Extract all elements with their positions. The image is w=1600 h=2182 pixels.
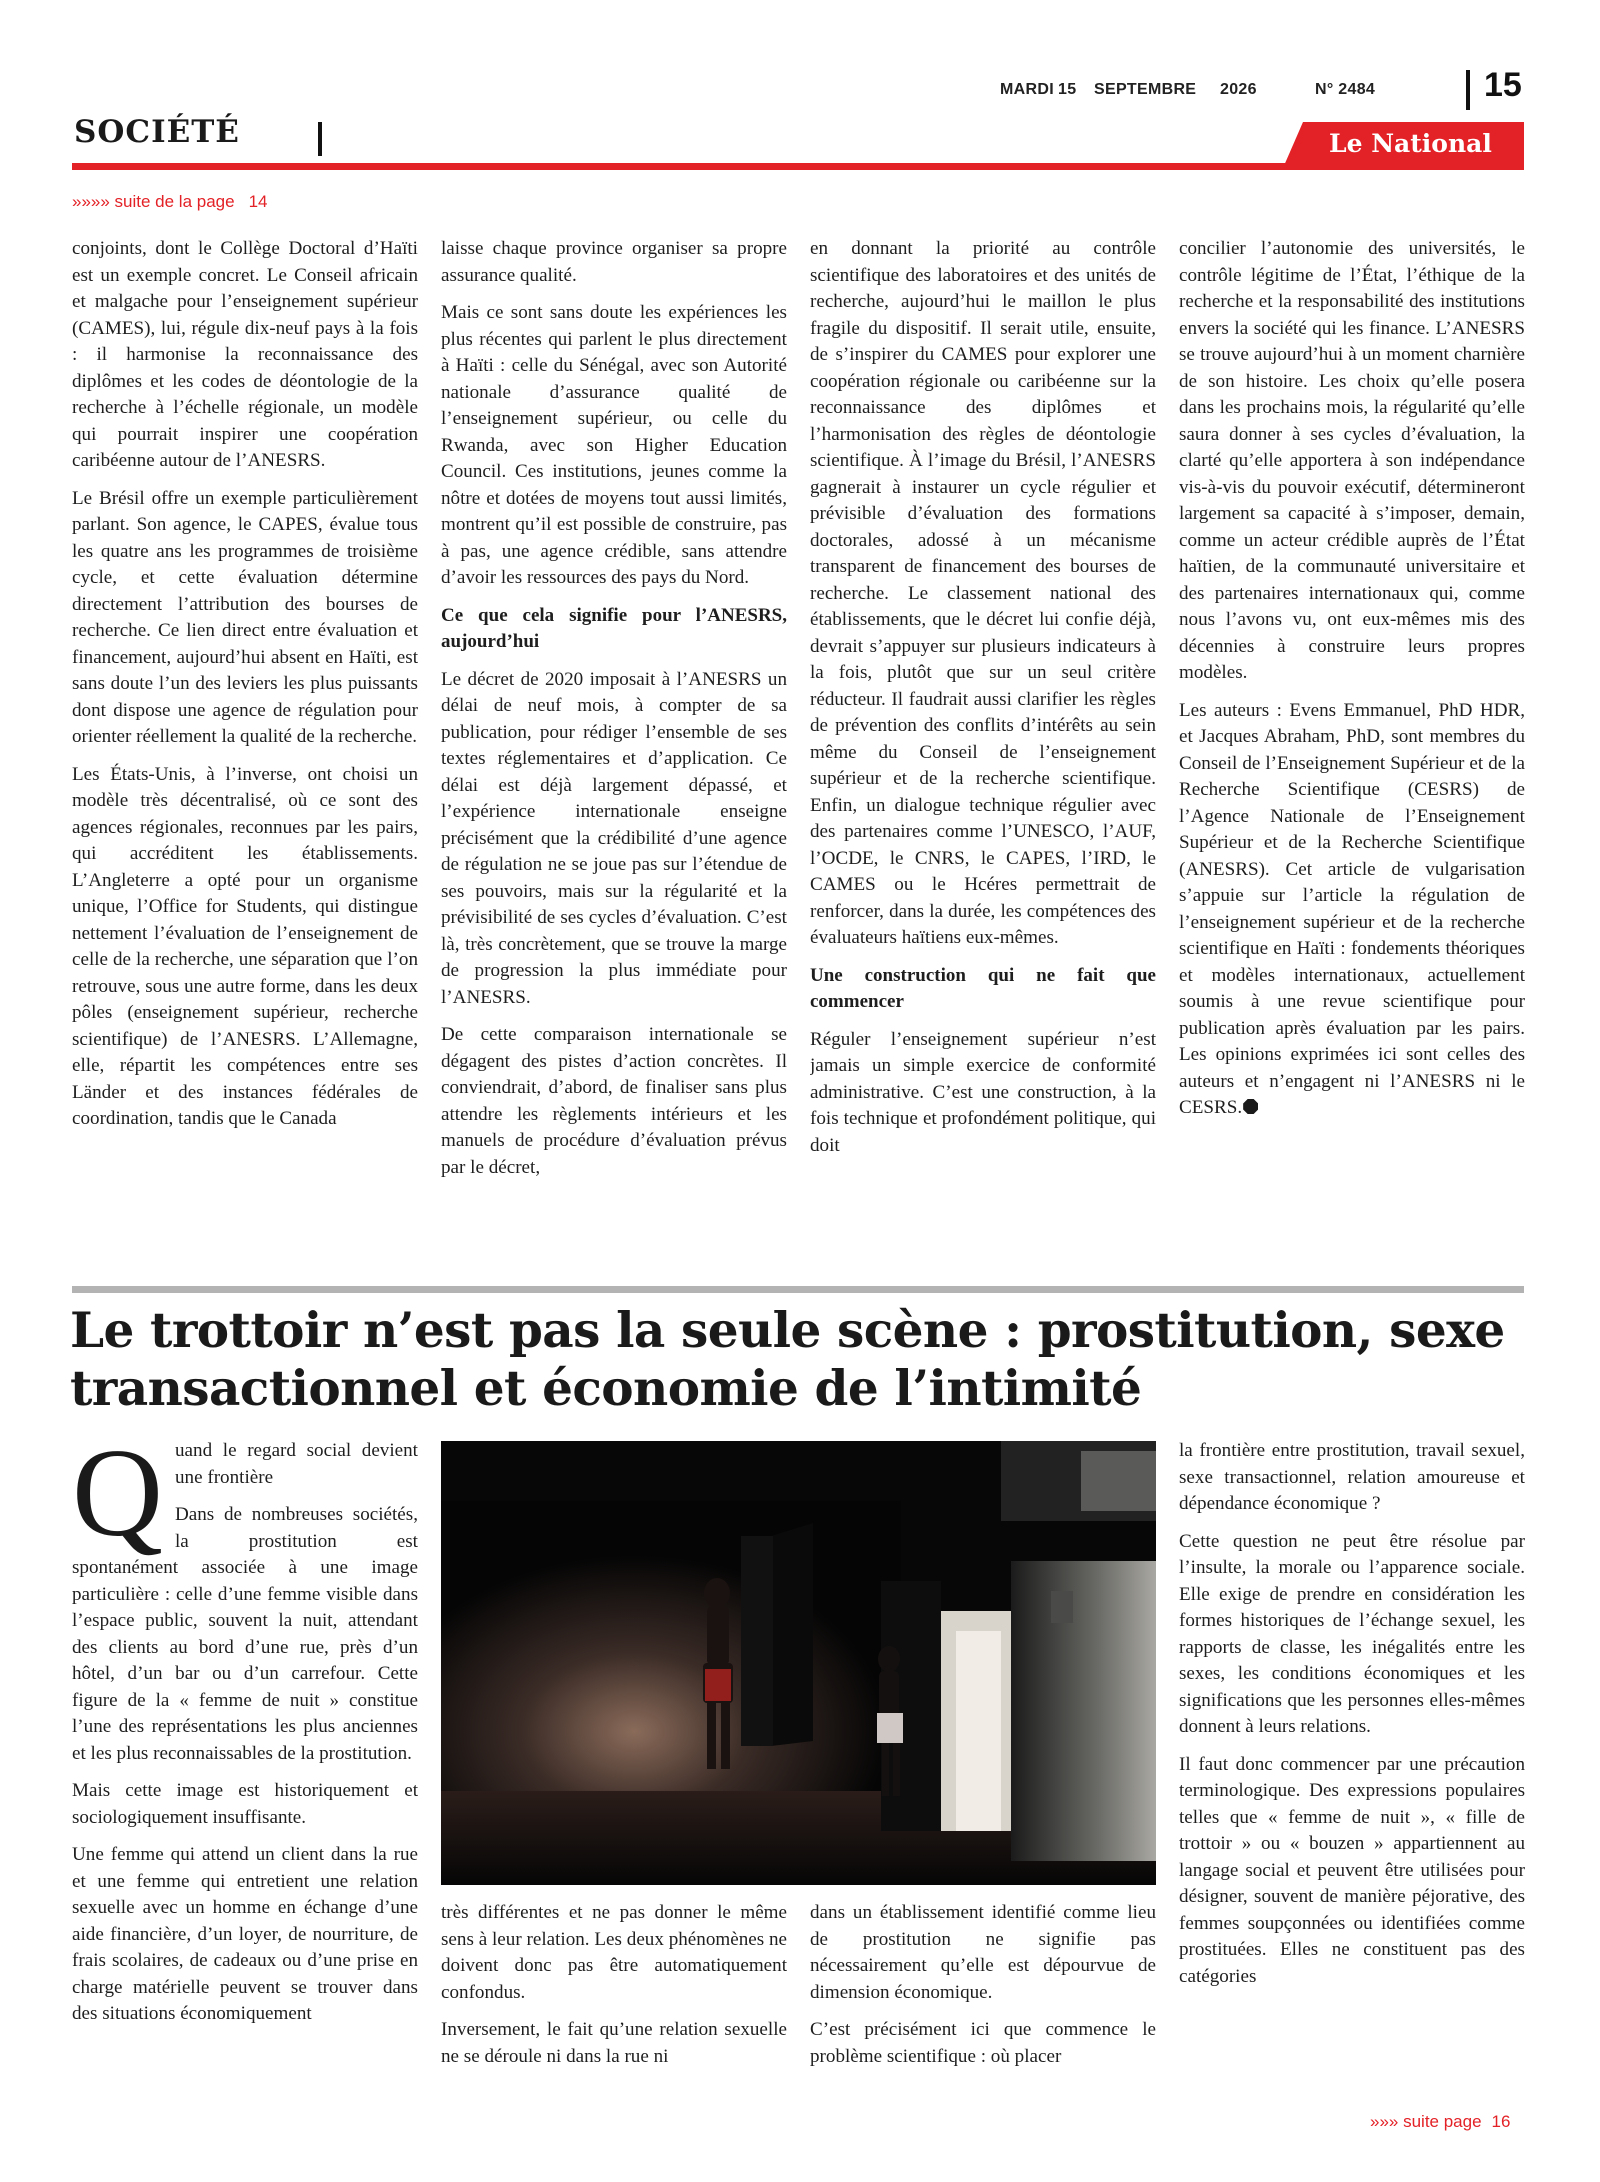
continued-to[interactable]: [1370, 2112, 1510, 2132]
end-of-article-icon: [1243, 1099, 1258, 1114]
paragraph: Le décret de 2020 imposait à l’ANESRS un délai de neuf mois, à compter de sa publication, pour rédiger l’ensemble de ses textes réglementaires et d’application. Ce délai est déjà largement dépassé, et l’expérience internationale enseigne précisément que la crédibilité d’une agence de régulation ne se joue pas sur l’étendue de ses pouvoirs, mais sur la régularité et la prévisibilité de ses cycles d’évaluation. C’est là, très concrètement, que se trouve la marge de progression la plus immédiate pour l’ANESRS.: [441, 668, 787, 1008]
paragraph: C’est précisément ici que commence le problème scientifique : où placer: [810, 2019, 1156, 2067]
article1-column-1: [72, 236, 418, 1270]
drop-cap: Q: [72, 1438, 163, 1563]
paragraph: Une femme qui attend un client dans la rue et une femme qui entretient une relation sexuelle avec un homme en échange d’une aide financière, d’un loyer, de nourriture, de frais scolaires, de cadeaux ou d’une prise en charge matérielle peuvent se trouver dans des situations économiquement: [72, 1844, 418, 2024]
issue-month: SEPTEMBRE: [1094, 81, 1197, 98]
paragraph: Cette question ne peut être résolue par l’insulte, la morale ou l’apparence sociale. Elle exige de prendre en considération les formes historiques de l’échange sexuel, les rapports de classe, les inégalités entre les sexes, les conditions économiques et les significations que les personnes elles-mêmes donnent à leurs relations.: [1179, 1530, 1525, 1737]
paragraph: très différentes et ne pas donner le même sens à leur relation. Les deux phénomènes ne doivent donc pas être automatiquement confondus.: [441, 1902, 787, 2003]
author-note: [1179, 698, 1525, 1122]
paragraph: dans un établissement identifié comme lieu de prostitution ne signifie pas nécessairement qu’elle est dépourvue de dimension économique.: [810, 1902, 1156, 2003]
issue-year: 2026: [1220, 81, 1257, 98]
article1-column-4: [1179, 236, 1525, 1270]
continued-to-page: 16: [1491, 2112, 1511, 2131]
issue-date: 15: [1058, 81, 1077, 98]
section-divider: [318, 122, 322, 156]
article-photo: [441, 1441, 1156, 1885]
paragraph: en donnant la priorité au contrôle scientifique des laboratoires et des unités de recherche, aujourd’hui le maillon le plus fragile du dispositif. Il serait utile, ensuite, de s’inspirer du CAMES pour explorer une coopération régionale ou caribéenne sur la reconnaissance des diplômes et l’harmonisation des règles de déontologie scientifique. À l’image du Brésil, l’ANESRS gagnerait à instaurer un cycle régulier et prévisible d’évaluation des formations doctorales, adossé à un mécanisme transparent de financement des bourses de recherche. Le classement national des établissements, que le décret lui confie déjà, devrait s’appuyer sur plusieurs indicateurs à la fois, plutôt que sur un seul critère réducteur. Il faudrait aussi clarifier les règles de prévention des conflits d’intérêts au sein même du Conseil de l’enseignement supérieur et de la recherche scientifique. Enfin, un dialogue technique régulier avec des partenaires comme l’UNESCO, l’AUF, l’OCDE, le CNRS, le CAPES, l’IRD, le CAMES ou le Hcéres permettrait de renforcer, dans la durée, les compétences des évaluateurs haïtiens eux-mêmes.: [810, 238, 1156, 948]
issue-meta: [1000, 81, 1445, 99]
article1-column-2: [441, 236, 787, 1270]
paragraph: Réguler l’enseignement supérieur n’est jamais un simple exercice de conformité administrative. C’est une construction, à la fois technique et profondément politique, qui doit: [810, 1028, 1156, 1156]
article-divider: [72, 1286, 1524, 1293]
newspaper-brand: Le National: [1329, 129, 1492, 158]
article2-headline: Le trottoir n’est pas la seule scène : prostitution, sexe transactionnel et économie de l’intimité: [70, 1302, 1505, 1417]
header-rule: [72, 163, 1524, 170]
subheading: Une construction qui ne fait que commencer: [810, 964, 1156, 1012]
article2-column-2: [441, 1900, 787, 2080]
continued-from[interactable]: [72, 192, 268, 212]
paragraph: la frontière entre prostitution, travail sexuel, sexe transactionnel, relation amoureuse et dépendance économique ?: [1179, 1440, 1525, 1514]
paragraph: Mais cette image est historiquement et sociologiquement insuffisante.: [72, 1780, 418, 1828]
paragraph: De cette comparaison internationale se dégagent des pistes d’action concrètes. Il conviendrait, d’abord, de finaliser sans plus attendre les règlements intérieurs et les manuels de procédure d’évaluation prévus par le décret,: [441, 1024, 787, 1178]
article2-column-3: [810, 1900, 1156, 2080]
author-note-text: Les auteurs : Evens Emmanuel, PhD HDR, et Jacques Abraham, PhD, sont membres du Conseil de l’Enseignement Supérieur et de la Recherche Scientifique (CESRS) de l’Agence Nationale de l’Enseignement Supérieur et de la Recherche Scientifique (ANESRS). Cet article de vulgarisation s’appuie sur l’article la régulation de l’enseignement supérieur et de la recherche scientifique en Haïti : fondements théoriques et modèles internationaux, actuellement soumis à une revue scientifique pour publication après évaluation par les pairs. Les opinions exprimées ici sont celles des auteurs et n’engagent ni l’ANESRS ni le CESRS.: [1179, 699, 1525, 1118]
paragraph: laisse chaque province organiser sa propre assurance qualité.: [441, 238, 787, 286]
paragraph: Inversement, le fait qu’une relation sexuelle ne se déroule ni dans la rue ni: [441, 2019, 787, 2067]
paragraph: concilier l’autonomie des universités, le contrôle légitime de l’État, l’éthique de la recherche et la responsabilité des institutions envers la société qui les finance. L’ANESRS se trouve aujourd’hui à un moment charnière de son histoire. Les choix qu’elle posera dans les prochains mois, la régularité qu’elle saura donner à ses cycles d’évaluation, la clarté qu’elle apportera à son indépendance vis-à-vis du pouvoir exécutif, détermineront largement sa capacité à s’imposer, demain, comme un acteur crédible auprès de l’État haïtien, de la communauté universitaire et des partenaires internationaux qui, comme nous l’avons vu, ont eux-mêmes mis des décennies à construire leurs propres modèles.: [1179, 238, 1525, 683]
paragraph: Mais ce sont sans doute les expériences les plus récentes qui parlent le plus directement à Haïti : celle du Sénégal, avec son Autorité nationale d’assurance qualité de l’enseignement supérieur, ou celle du Rwanda, avec son Higher Education Council. Ces institutions, jeunes comme la nôtre et dotées de moyens tout aussi limités, montrent qu’il est possible de construire, pas à pas, une agence crédible, sans attendre d’avoir les ressources des pays du Nord.: [441, 302, 787, 588]
paragraph: Les États-Unis, à l’inverse, ont choisi un modèle très décentralisé, où ce sont des agences régionales, reconnues par les pairs, qui accréditent les établissements. L’Angleterre a opté pour un organisme unique, l’Office for Students, qui distingue nettement l’évaluation de l’enseignement de celle de la recherche, une séparation que l’on retrouve, sous une autre forme, dans les deux pôles (enseignement supérieur, recherche scientifique) de l’ANESRS. L’Allemagne, elle, répartit les compétences entre ses Länder et des instances fédérales de coordination, tandis que le Canada: [72, 763, 418, 1129]
lead-heading: uand le regard social devient une frontière: [175, 1440, 418, 1488]
paragraph: Le Brésil offre un exemple particulièrement parlant. Son agence, le CAPES, évalue tous les quatre ans les programmes de troisième cycle, et cette évaluation détermine directement l’attribution des bourses de recherche. Ce lien direct entre évaluation et financement, aujourd’hui absent en Haïti, est sans doute l’un des leviers les plus puissants dont dispose une agence de régulation pour orienter réellement la qualité de la recherche.: [72, 487, 418, 747]
issue-number: N° 2484: [1315, 81, 1376, 98]
page-number-divider: [1466, 70, 1470, 110]
article2-column-1: [72, 1438, 418, 2078]
paragraph: Il faut donc commencer par une précaution terminologique. Des expressions populaires telles que « femme de nuit », « fille de trottoir » ou « bouzen » appartiennent au langage social et peuvent être utilisées pour désigner, souvent de manière péjorative, des femmes soupçonnées ou identifiées comme prostituées. Elles ne constituent pas des catégories: [1179, 1753, 1525, 1987]
continued-from-label: »»»» suite de la page: [72, 192, 235, 211]
subheading: Ce que cela signifie pour l’ANESRS, aujourd’hui: [441, 604, 787, 652]
section-title: SOCIÉTÉ: [74, 114, 240, 150]
issue-day: MARDI: [1000, 81, 1054, 98]
continued-to-label: »»» suite page: [1370, 2112, 1482, 2131]
article2-column-4: [1179, 1438, 1525, 2078]
paragraph: conjoints, dont le Collège Doctoral d’Haïti est un exemple concret. Le Conseil africain et malgache pour l’enseignement supérieur (CAMES), lui, régule dix-neuf pays à la fois : il harmonise la reconnaissance des diplômes et les codes de déontologie de la recherche à l’échelle régionale, un modèle qui pourrait inspirer une coopération caribéenne autour de l’ANESRS.: [72, 238, 418, 471]
paragraph: Dans de nombreuses sociétés, la prostitution est spontanément associée à une image particulière : celle d’une femme visible dans l’espace public, souvent la nuit, attendant des clients au bord d’une rue, près d’un hôtel, d’un bar ou d’un carrefour. Cette figure de la « femme de nuit » constitue l’une des représentations les plus anciennes et les plus reconnaissables de la prostitution.: [72, 1504, 418, 1764]
article1-column-3: [810, 236, 1156, 1270]
continued-from-page: 14: [248, 192, 268, 211]
page-number: 15: [1484, 66, 1522, 104]
